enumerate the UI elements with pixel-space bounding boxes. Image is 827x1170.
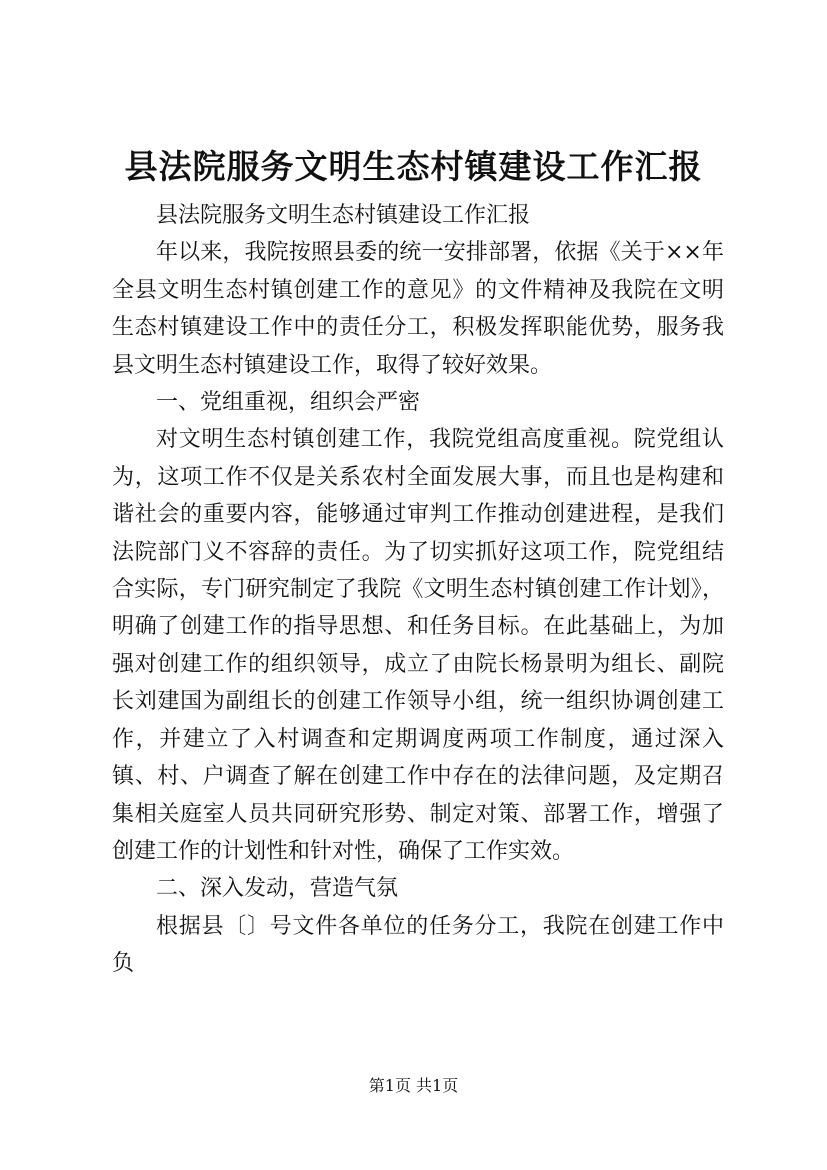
body-paragraph-section-2: 根据县〔〕号文件各单位的任务分工，我院在创建工作中负 [112,913,724,977]
body-paragraph-section-1: 对文明生态村镇创建工作，我院党组高度重视。院党组认为，这项工作不仅是关系农村全面发展大事，而且也是构建和谐社会的重要内容，能够通过审判工作推动创建进程，是我们法院部门义不容辞的责任。为了切实抓好这项工作，院党组结合实际，专门研究制定了我院《文明生态村镇创建工作计划》，明确了创建工作的指导思想、和任务目标。在此基础上，为加强对创建工作的组织领导，成立了由院长杨景明为组长、副院长刘建国为副组长的创建工作领导小组，统一组织协调创建工作，并建立了入村调查和定期调度两项工作制度，通过深入镇、村、户调查了解在创建工作中存在的法律问题，及定期召集相关庭室人员共同研究形势、制定对策、部署工作，增强了创建工作的计划性和针对性，确保了工作实效。 [112,427,724,864]
body-paragraph-subtitle: 县法院服务文明生态村镇建设工作汇报 [156,203,531,228]
body-paragraph-intro: 年以来，我院按照县委的统一安排部署，依据《关于××年全县文明生态村镇创建工作的意见》的文件精神及我院在文明生态村镇建设工作中的责任分工，积极发挥职能优势，服务我县文明生态村镇建设工作，取得了较好效果。 [112,240,724,378]
section-heading-1: 一、党组重视，组织会严密 [156,390,421,416]
page-number-footer: 第1页 共1页 [368,1076,459,1095]
document-body [112,197,724,983]
section-heading-2: 二、深入发动，营造气氛 [156,876,399,902]
document-title: 县法院服务文明生态村镇建设工作汇报 [124,147,703,186]
